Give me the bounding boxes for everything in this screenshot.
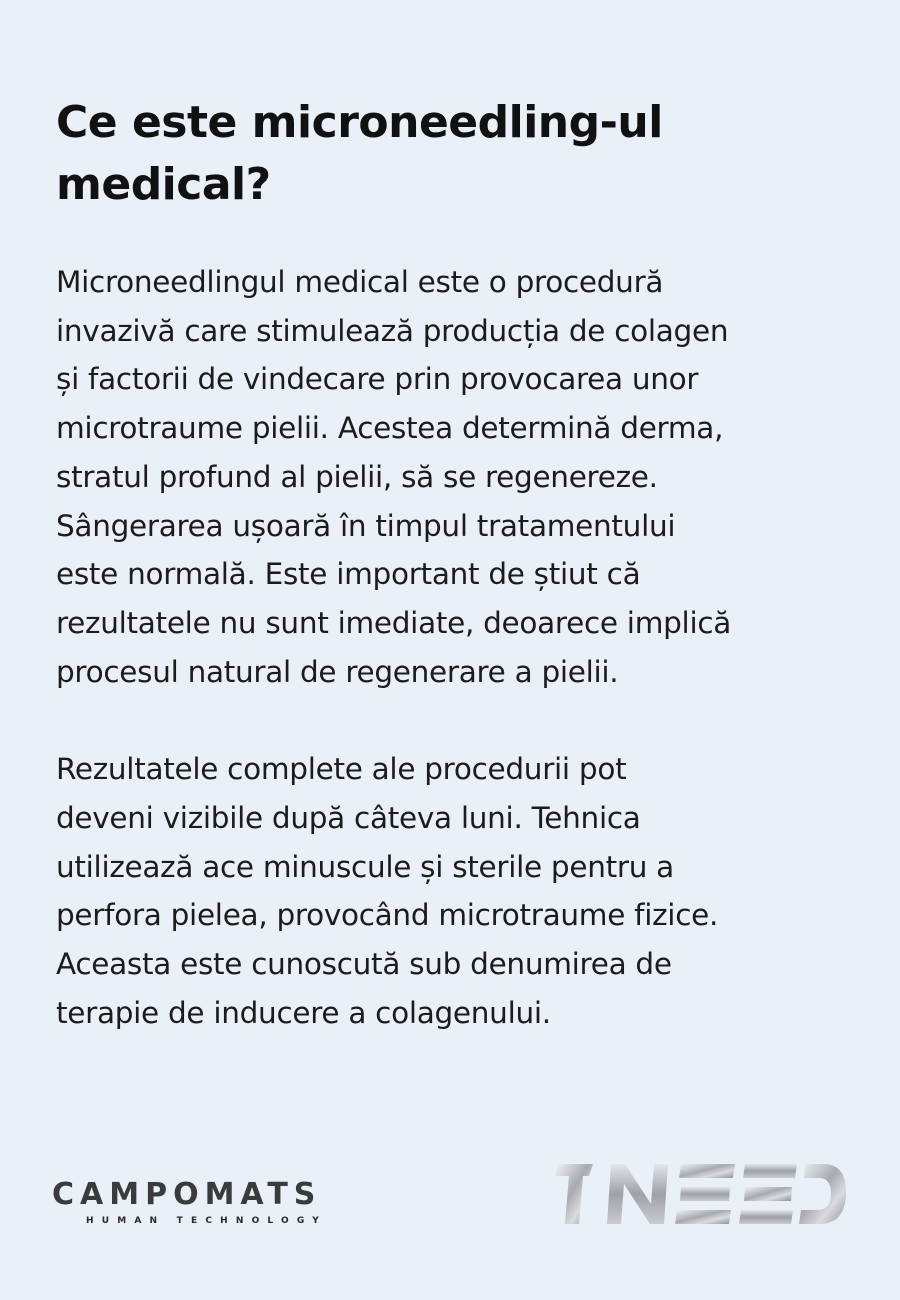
text-line: deveni vizibile după câteva luni. Tehnica [56,801,641,836]
text-line: invazivă care stimulează producția de colagen [56,313,729,348]
article-body [56,258,840,1038]
title-line: medical? [56,159,271,210]
text-line: Aceasta este cunoscută sub denumirea de [56,947,672,982]
page-title [56,92,846,216]
campomats-logo [52,1178,344,1226]
title-line: Ce este microneedling-ul [56,97,663,148]
text-line: rezultatele nu sunt imediate, deoarece implică [56,605,732,640]
ineed-logo [553,1158,848,1230]
text-line: și factorii de vindecare prin provocarea unor [56,362,699,397]
text-line: procesul natural de regenerare a pielii. [56,654,619,689]
text-line: Sângerarea ușoară în timpul tratamentului [56,508,676,543]
text-line: microtraume pielii. Acestea determină derma, [56,411,724,446]
text-line: terapie de inducere a colagenului. [56,995,551,1030]
text-line: perfora pielea, provocând microtraume fizice. [56,898,719,933]
paragraph-intro [56,258,840,696]
text-line: este normală. Este important de știut că [56,557,641,592]
ineed-logo-icon [553,1158,848,1230]
campomats-wordmark: CAMPOMATS [52,1177,322,1212]
text-line: Rezultatele complete ale procedurii pot [56,752,627,787]
text-line: Microneedlingul medical este o procedură [56,265,664,299]
paragraph-results [56,745,840,1037]
text-line: stratul profund al pielii, să se regenereze. [56,459,658,494]
text-line: utilizează ace minuscule și sterile pentru a [56,849,674,884]
campomats-tagline: HUMAN TECHNOLOGY [86,1216,328,1226]
